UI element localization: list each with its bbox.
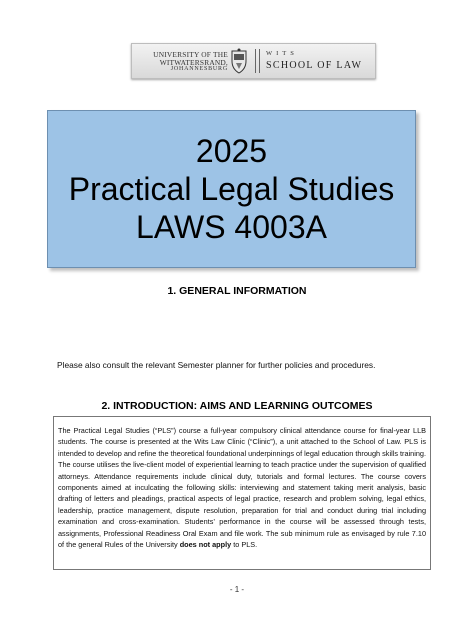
university-name-line-3: JOHANNESBURG: [170, 66, 228, 73]
university-crest-icon: [230, 48, 248, 74]
course-title-box: [47, 110, 416, 268]
course-name: Practical Legal Studies: [68, 171, 395, 207]
introduction-body: The Practical Legal Studies (“PLS”) course a full-year compulsory clinical attendance course for final-year LLB students. The course is presented at the Wits Law Clinic (“Clinic”), a unit attached to the School of Law. PLS is intended to develop and refine the theoretical foundational underpinnings of legal education through skills training. The course utilises the live-client model of experiential learning to teach practice under the supervision of qualified attorneys. Attendance requirements include clinical duty, tutorials and formal lectures. The course covers components aimed at inculcating the following skills: interviewing and statement taking merit analysis, basic drafting of letters and pleadings, practical aspects of legal practice, research and problem solving, legal ethics, leadership, practice management, dispute resolution, preparation for trial and conduct during trial including examination and cross-examination. Students’ performance in the course will be assessed through tests, assignments, Professional Readiness Oral Exam and file work. The sub minimum rule as envisaged by rule 7.10 of the general Rules of the University: [58, 426, 426, 550]
school-of-law-label: SCHOOL OF LAW: [266, 60, 363, 71]
university-name-line-1: UNIVERSITY OF THE: [153, 50, 228, 59]
introduction-heading: 2. INTRODUCTION: AIMS AND LEARNING OUTCOMES: [101, 400, 373, 412]
page-number: - 1 -: [229, 585, 245, 594]
course-code: LAWS 4003A: [136, 209, 327, 245]
course-year: 2025: [195, 133, 268, 169]
university-name-line-2: WITWATERSRAND,: [159, 57, 228, 67]
university-logo-banner: [131, 43, 376, 79]
logo-divider: [259, 49, 260, 73]
wits-label: WITS: [266, 50, 298, 57]
logo-divider: [255, 49, 256, 73]
introduction-body-end: to PLS.: [233, 540, 258, 550]
semester-planner-note: Please also consult the relevant Semester planner for further policies and procedures.: [57, 360, 376, 370]
general-information-heading: 1. GENERAL INFORMATION: [167, 285, 307, 297]
introduction-text-box: [53, 416, 431, 570]
introduction-bold-phrase: does not apply: [179, 540, 232, 550]
university-name: [136, 51, 228, 74]
